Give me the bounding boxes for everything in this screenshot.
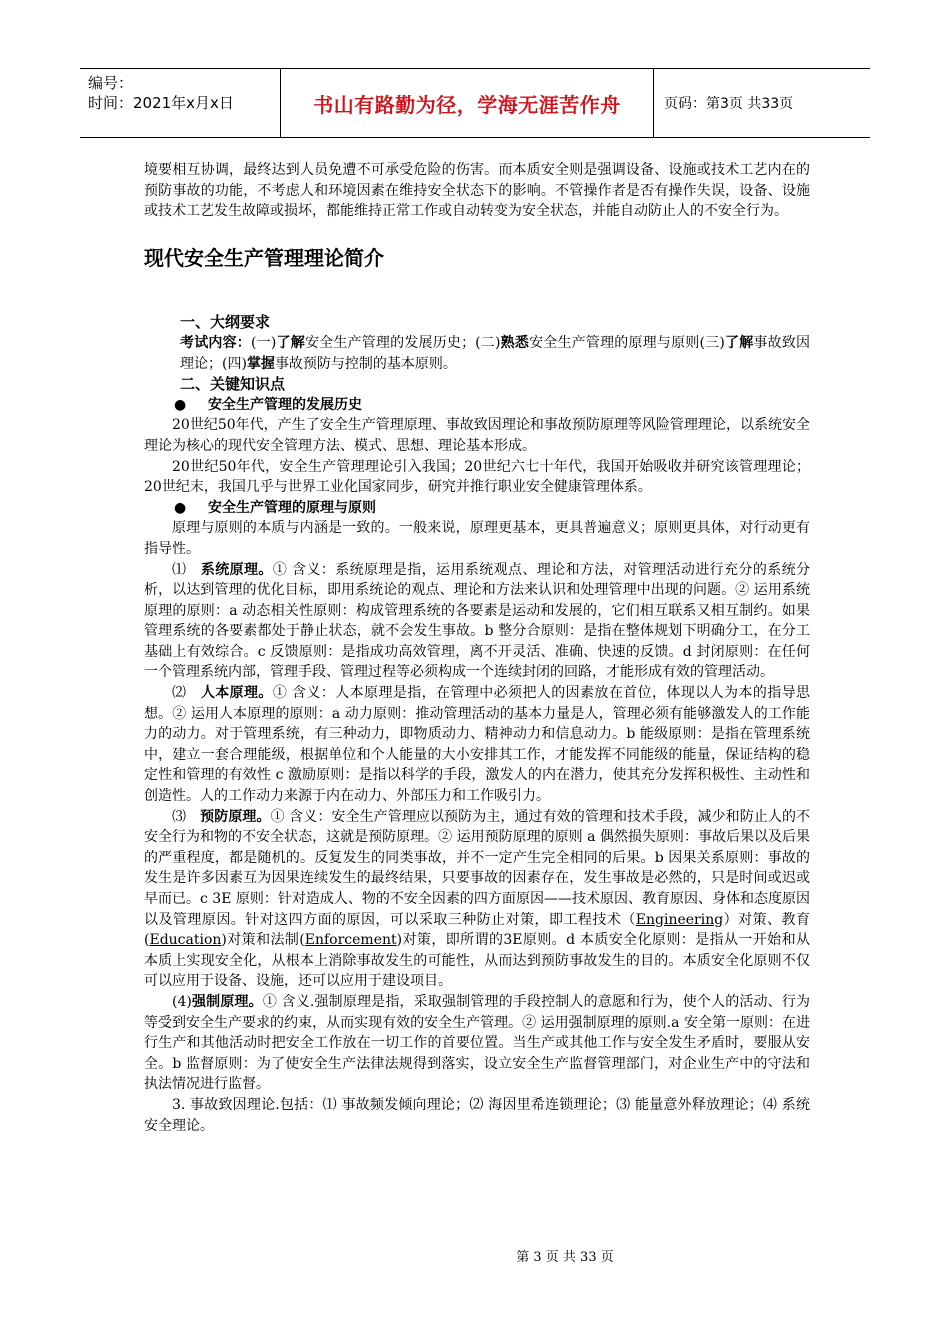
- term-enforcement: Enforcement: [304, 932, 397, 949]
- human-principle: ⑵ 人本原理。① 含义：人本原理是指，在管理中必须把人的因素放在首位，体现以人为本的指导思想。② 运用人本原理的原则：a 动力原则：推动管理活动的基本力量是人，管理必须有能够激发人的工作能力的动力。对于管理系统，有三种动力，即物质动力、精神动力和信息动力。b 能级原则：是指在管理系统中，建立一套合理能级，根据单位和个人能量的大小安排其工作，才能发挥不同能级的能量，保证结构的稳定性和管理的有效性 c 激励原则：是指以科学的手段，激发人的内在潜力，使其充分发挥积极性、主动性和创造性。人的工作动力来源于内在动力、外部压力和工作吸引力。: [144, 685, 811, 805]
- time-label: 时间：2021年x月x日: [88, 94, 234, 112]
- principles-intro: 原理与原则的本质与内涵是一致的。一般来说，原理更基本，更具普遍意义；原则更具体，对行动更有指导性。: [144, 520, 810, 557]
- term-education: Education: [149, 932, 222, 949]
- bullet-heading-history: ● 安全生产管理的发展历史: [144, 395, 810, 416]
- history-paragraph-1: 20世纪50年代，产生了安全生产管理原理、事故致因理论和事故预防原理等风险管理理论，以系统安全理论为核心的现代安全管理方法、模式、思想、理论基本形成。: [144, 417, 810, 454]
- history-paragraph-2: 20世纪50年代，安全生产管理理论引入我国；20世纪六七十年代，我国开始吸收并研究该管理理论；20世纪末，我国几乎与世界工业化国家同步，研究并推行职业安全健康管理体系。: [144, 458, 810, 496]
- prevention-principle: ⑶ 预防原理。① 含义：安全生产管理应以预防为主，通过有效的管理和技术手段，减少和防止人的不安全行为和物的不安全状态，这就是预防原理。② 运用预防原理的原则 a 偶然损失原则：事故后果以及后果的严重程度，都是随机的。反复发生的同类事故，并不一定产生完全相同的后果。b 因果关系原则：事故的发生是许多因素互为因果连续发生的最终结果，只要事故的因素存在，发生事故是必然的，只是时间或迟或早而已。c 3E 原则：针对造成人、物的不安全因素的四方面原因——技术原因、教育原因、身体和态度原因以及管理原因。针对这四方面的原因，可以采取三种防止对策，即工程技术（Engineering）对策、教育(Education)对策和法制(Enforcement)对策，即所谓的3E原则。d 本质安全化原则：是指从一开始和从本质上实现安全化，从根本上消除事故发生的可能性，从而达到预防事故发生的目的。本质安全化原则不仅可以应用于设备、设施，还可以应用于建设项目。: [144, 808, 811, 990]
- header-table: [80, 68, 870, 138]
- section-heading-key-points: 二、关键知识点: [180, 375, 286, 394]
- bullet-icon: ●: [174, 396, 187, 413]
- exam-label: 考试内容：: [180, 334, 251, 351]
- header-meta: [80, 69, 281, 137]
- header-page-info: 页码：第3页 共33页: [664, 96, 794, 112]
- section-heading-outline: 一、大纲要求: [180, 313, 271, 332]
- page-footer: 第 3 页 共 33 页: [516, 1250, 614, 1265]
- bullet-icon: ●: [174, 499, 187, 516]
- accident-theory: 3. 事故致因理论.包括：⑴ 事故频发倾向理论；⑵ 海因里希连锁理论；⑶ 能量意外释放理论；⑷ 系统安全理论。: [144, 1096, 810, 1134]
- intro-paragraph: 境要相互协调，最终达到人员免遭不可承受危险的伤害。而本质安全则是强调设备、设施或技术工艺内在的预防事故的功能，不考虑人和环境因素在维持安全状态下的影响。不管操作者是否有操作失误，设备、设施或技术工艺发生故障或损坏，都能维持正常工作或自动转变为安全状态，并能自动防止人的不安全行为。: [144, 162, 810, 220]
- bullet-heading-principles: ● 安全生产管理的原理与原则: [144, 498, 810, 519]
- exam-content: 考试内容：(一)了解安全生产管理的发展历史；(二)熟悉安全生产管理的原理与原则(三)了解事故致因理论；(四)掌握事故预防与控制的基本原则。: [180, 334, 811, 372]
- term-engineering: Engineering: [635, 911, 724, 928]
- serial-label: 编号：: [88, 74, 134, 92]
- mandatory-principle: (4)强制原理。① 含义.强制原理是指，采取强制管理的手段控制人的意愿和行为，使个人的活动、行为等受到安全生产要求的约束，从而实现有效的安全生产管理。② 运用强制原理的原则.a 安全第一原则：在进行生产和其他活动时把安全工作放在一切工作的首要位置。当生产或其他工作与安全发生矛盾时，要服从安全。b 监督原则：为了使安全生产法律法规得到落实，设立安全生产监督管理部门，对企业生产中的守法和执法情况进行监督。: [144, 993, 810, 1093]
- document-body: [144, 160, 810, 1136]
- header-motto: 书山有路勤为径，学海无涯苦作舟: [281, 69, 654, 137]
- page-title: 现代安全生产管理理论简介: [144, 245, 384, 270]
- system-principle: ⑴ 系统原理。① 含义：系统原理是指，运用系统观点、理论和方法，对管理活动进行充分的系统分析，以达到管理的优化目标，即用系统论的观点、理论和方法来认识和处理管理中出现的问题。② 运用系统原理的原则：a 动态相关性原则：构成管理系统的各要素是运动和发展的，它们相互联系又相互制约。如果管理系统的各要素都处于静止状态，就不会发生事故。b 整分合原则：是指在整体规划下明确分工，在分工基础上有效综合。c 反馈原则：是指成功高效管理，离不开灵活、准确、快速的反馈。d 封闭原则：在任何一个管理系统内部，管理手段、管理过程等必须构成一个连续封闭的回路，才能形成有效的管理活动。: [144, 561, 811, 681]
